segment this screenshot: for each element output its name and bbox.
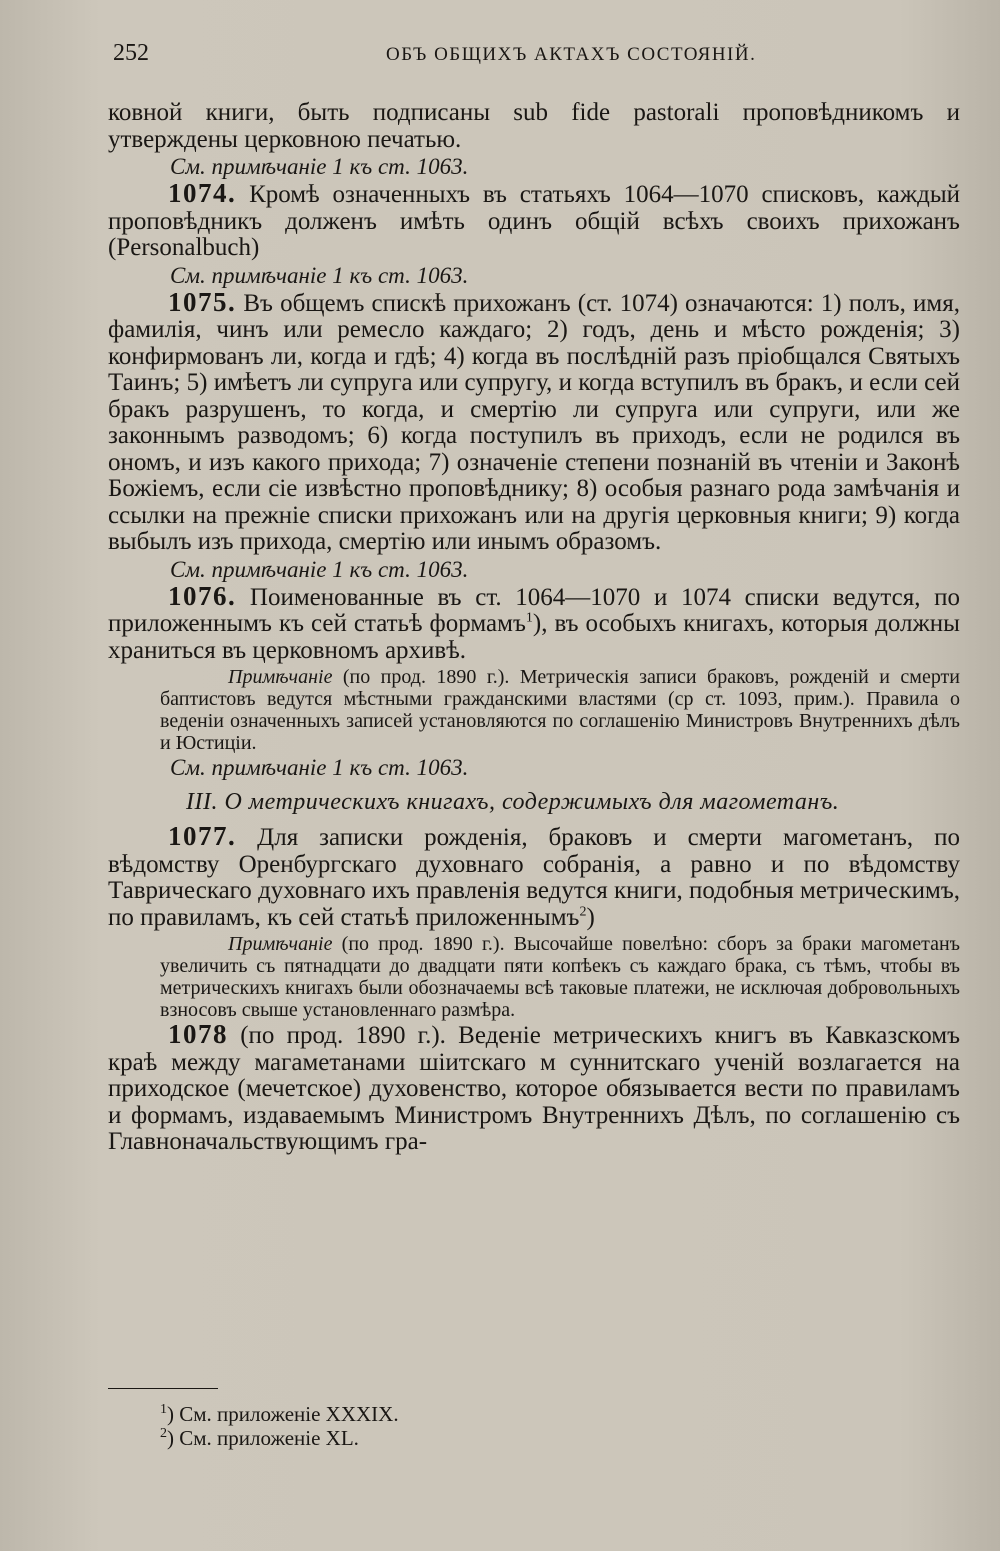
note-text: (по прод. 1890 г.). Метрическія записи браковъ, рожденій и смерти баптистовъ ведутся мѣстными гражданскими властями (ср ст. 1093, прим.). Правила о веденіи означенныхъ записей установляются по соглашенію Министровъ Внутреннихъ дѣлъ и Юстиціи.: [160, 666, 960, 754]
article-text: (по прод. 1890 г.). Веденіе метрическихъ книгъ въ Кавказскомъ краѣ между магаметанами шіитскаго м суннитскаго ученій возлагается на приходское (мечетское) духовенство, которое обязывается вести по правиламъ и формамъ, издаваемымъ Министромъ Внутреннихъ Дѣлъ, по соглашенію съ Главноначальствующимъ гра-: [108, 1022, 960, 1155]
article-number: 1078: [168, 1019, 228, 1049]
footnote-text: ) См. приложеніе XXXIX.: [167, 1402, 399, 1426]
page-body: [108, 100, 960, 1156]
note-text: (по прод. 1890 г.). Высочайше повелѣно: сборъ за браки магометанъ увеличить съ пятнадцати до двадцати пяти копѣекъ съ каждаго брака, съ тѣмъ, чтобы въ метрическихъ книгахъ были обозначаемы всѣ таковые платежи, не исключая добровольныхъ взносовъ свыше установленнаго размѣра.: [160, 933, 960, 1021]
note-label: Примѣчаніе: [228, 933, 333, 955]
footnote-mark: 1: [525, 610, 533, 626]
footnote: [160, 1426, 660, 1450]
note-1077: [160, 933, 960, 1021]
page-header: [0, 40, 1000, 70]
cross-reference: См. примѣчаніе 1 къ ст. 1063.: [170, 556, 469, 582]
article-1074: [108, 180, 960, 262]
section-heading: III. О метрическихъ книгахъ, содержимыхъ для магометанъ.: [186, 789, 840, 815]
article-text-continued: ): [586, 903, 595, 931]
footnote: [160, 1402, 660, 1426]
footnotes: [160, 1402, 660, 1450]
cross-reference: См. примѣчаніе 1 къ ст. 1063.: [170, 755, 469, 780]
article-number: 1074.: [168, 178, 237, 208]
article-text: Поименованные въ ст. 1064—1070 и 1074 списки ведутся, по приложеннымъ къ сей статьѣ формамъ: [108, 583, 960, 637]
continuation-paragraph: ковной книги, быть подписаны sub fide pastorali проповѣдникомъ и утверждены церковною печатью.: [108, 99, 960, 153]
footnote-mark: 1: [160, 1402, 167, 1417]
article-text: Кромѣ означенныхъ въ статьяхъ 1064—1070 списковъ, каждый проповѣдникъ долженъ имѣть одинъ общій всѣхъ своихъ прихожанъ (Personalbuch): [108, 181, 960, 261]
article-text: Въ общемъ спискѣ прихожанъ (ст. 1074) означаются: 1) полъ, имя, фамилія, чинъ или ремесло каждаго; 2) годъ, день и мѣсто рожденія; 3) конфирмованъ ли, когда и гдѣ; 4) когда въ послѣдній разъ пріобщался Святыхъ Таинъ; 5) имѣетъ ли супруга или супругу, и когда вступилъ въ бракъ, и если сей бракъ разрушенъ, то когда, и смертію ли супруга или супруги, или же законнымъ разводомъ; 6) когда поступилъ въ приходъ, если не родился въ ономъ, и изъ какого прихода; 7) означеніе степени познаній въ чтеніи и Законѣ Божіемъ, если сіе извѣстно проповѣднику; 8) особыя разнаго рода замѣчанія и ссылки на прежніе списки прихожанъ или на другія церковныя книги; 9) когда выбылъ изъ прихода, смертію или инымъ образомъ.: [108, 289, 960, 555]
running-title: ОБЪ ОБЩИХЪ АКТАХЪ СОСТОЯНІЙ.: [386, 44, 757, 65]
cross-reference: См. примѣчаніе 1 къ ст. 1063.: [170, 262, 469, 288]
article-text: Для записки рожденія, браковъ и смерти магометанъ, по вѣдомству Оренбургскаго духовнаго собранія, а равно и по вѣдомству Таврическаго духовнаго ихъ правленія ведутся книги, подобныя метрическимъ, по правиламъ, къ сей статьѣ приложеннымъ: [108, 824, 960, 931]
article-1075: [108, 286, 960, 556]
article-text-continued: ), въ особыхъ книгахъ, которыя должны храниться въ церковномъ архивѣ.: [108, 610, 960, 664]
footnote-mark: 2: [579, 904, 587, 920]
footnote-divider: [108, 1388, 218, 1389]
note-1076: [160, 666, 960, 754]
note-label: Примѣчаніе: [228, 666, 333, 688]
article-1078: [108, 1021, 960, 1156]
article-number: 1075.: [168, 286, 237, 317]
article-number: 1077.: [168, 821, 237, 851]
article-1076: [108, 580, 960, 665]
cross-reference: См. примѣчаніе 1 къ ст. 1063.: [170, 154, 469, 179]
page-number: 252: [113, 40, 149, 66]
article-number: 1076.: [168, 580, 237, 611]
article-1077: [108, 823, 960, 931]
footnote-mark: 2: [160, 1426, 167, 1441]
footnote-text: ) См. приложеніе XL.: [167, 1426, 359, 1450]
